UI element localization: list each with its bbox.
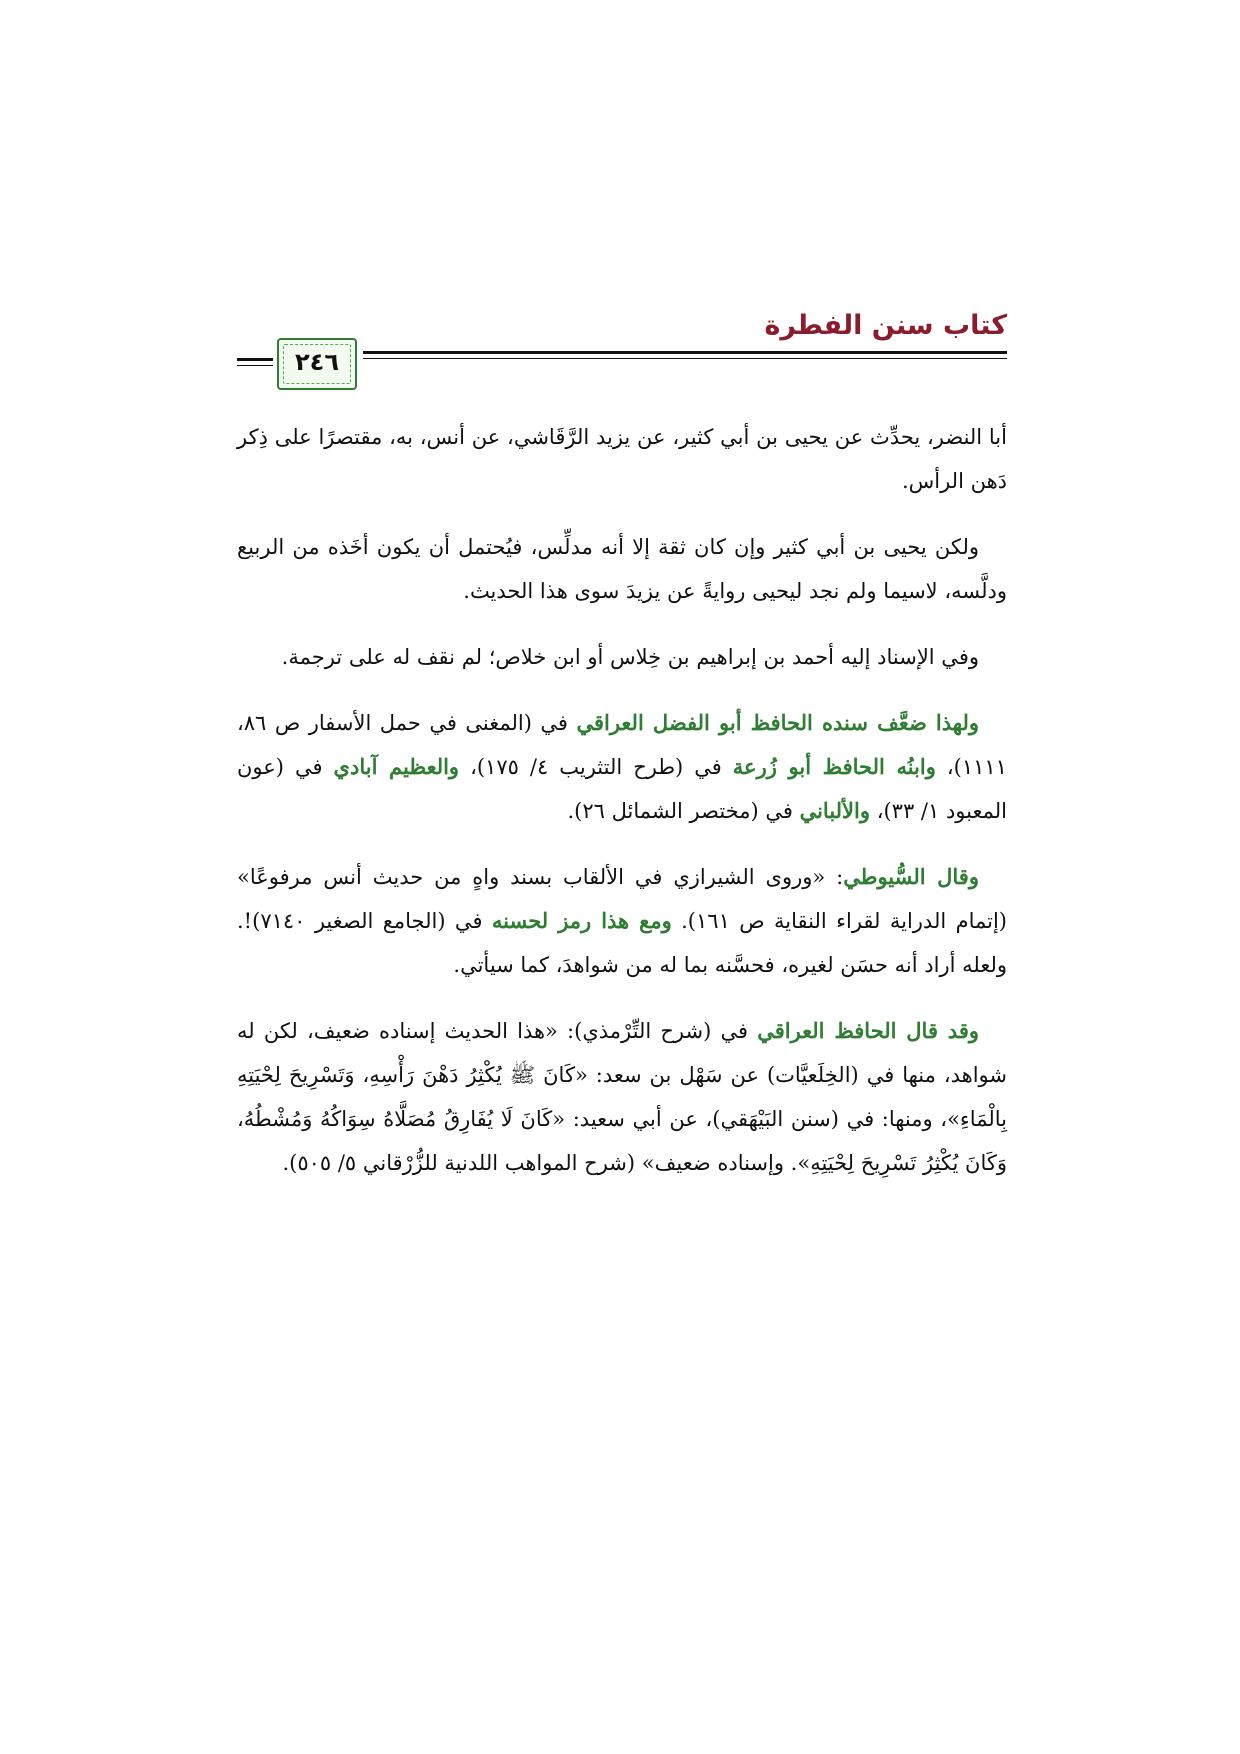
highlight-hasan: ومع هذا رمز لحسنه	[491, 908, 672, 933]
page-number: ٢٤٦	[295, 348, 339, 376]
page-header	[237, 310, 1007, 392]
paragraph-5	[237, 855, 1007, 987]
paragraph-6	[237, 1009, 1007, 1185]
text-segment: في (الجامع الصغير ٧١٤٠)!. ولعله أراد أنه حسَن لغيره، فحسَّنه بما له من شواهدَ، كما سيأتي.	[237, 909, 1007, 977]
text-segment: في (مختصر الشمائل ٢٦).	[567, 799, 800, 823]
paragraph-4	[237, 701, 1007, 833]
highlight-hafiz-iraqi: وقد قال الحافظ العراقي	[757, 1018, 979, 1043]
book-title: كتاب سنن الفطرة	[764, 310, 1007, 341]
paragraph-1: أبا النضر، يحدِّث عن يحيى بن أبي كثير، عن يزيد الرَّقَاشي، عن أنس، به، مقتصرًا على ذِكر دَهن الرأس.	[237, 425, 1007, 493]
page-content	[237, 415, 1007, 1207]
text-segment: في (عون المعبود ١/ ٣٣)،	[237, 755, 1007, 823]
highlight-suyuti: وقال السُّيوطي	[843, 864, 979, 889]
highlight-iraqi: ولهذا ضعَّف سنده الحافظ أبو الفضل العراقي	[576, 710, 979, 735]
highlight-abu-zura: وابنُه الحافظ أبو زُرعة	[732, 754, 936, 779]
text-segment: في (المغنى في حمل الأسفار ص ٨٦، ١١١١)،	[237, 711, 1007, 779]
text-segment: في (شرح التِّرْمذي): «هذا الحديث إسناده ضعيف، لكن له شواهد، منها في (الخِلَعيَّات) عن سَهْل بن سعد: «كَانَ ﷺ يُكْثِرُ دَهْنَ رَأْسِهِ، وَتَسْرِيحَ لِحْيَتِهِ بِالْمَاءِ»، ومنها: في (سنن البَيْهَقي)، عن أبي سعيد: «كَانَ لَا يُفَارِقُ مُصَلَّاهُ سِوَاكُهُ وَمُشْطُهُ، وَكَانَ يُكْثِرُ تَسْرِيحَ لِحْيَتِهِ». وإسناده ضعيف» (شرح المواهب اللدنية للزُّرْقاني ٥/ ٥٠٥).	[237, 1019, 1007, 1175]
header-rule-left-top	[237, 358, 273, 361]
header-rule-bottom	[363, 358, 1007, 359]
paragraph-3: وفي الإسناد إليه أحمد بن إبراهيم بن خِلاس أو ابن خلاص؛ لم نقف له على ترجمة.	[281, 645, 979, 669]
page-number-badge	[277, 338, 357, 390]
highlight-azim-abadi: والعظيم آبادي	[333, 754, 460, 779]
text-segment: في (طرح التثريب ٤/ ١٧٥)،	[459, 755, 733, 779]
header-rule-top	[363, 351, 1007, 354]
header-rule-left-bottom	[237, 365, 273, 366]
text-segment: : «وروى الشيرازي في الألقاب بسند واهٍ من حديث أنس مرفوعًا» (إتمام الدراية لقراء النقاية ص ١٦١).	[237, 865, 1007, 933]
paragraph-2: ولكن يحيى بن أبي كثير وإن كان ثقة إلا أنه مدلِّس، فيُحتمل أن يكون أخَذه من الربيع ودلَّسه، لاسيما ولم نجد ليحيى روايةً عن يزيدَ سوى هذا الحديث.	[237, 535, 1007, 603]
highlight-albani: والألباني	[799, 798, 871, 823]
